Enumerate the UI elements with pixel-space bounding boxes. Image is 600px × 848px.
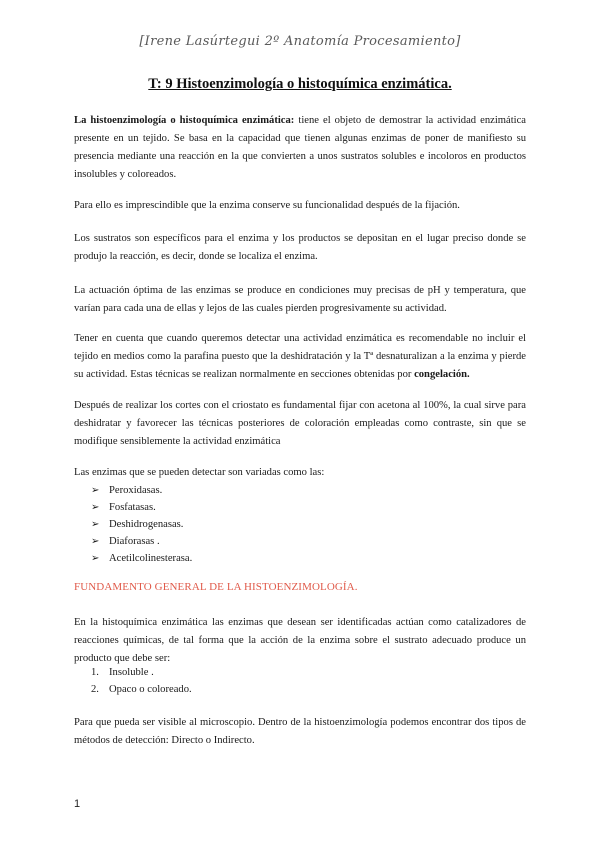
paragraph-definition [74,112,526,184]
section-heading: FUNDAMENTO GENERAL DE LA HISTOENZIMOLOGÍA. [74,581,358,593]
enzyme-list [91,482,192,567]
list-item-text: Insoluble . [109,667,154,678]
list-item-text: Acetilcolinesterasa. [109,553,193,564]
arrow-bullet-icon: ➢ [91,502,100,513]
list-item [91,550,192,567]
paragraph-conditions: La actuación óptima de las enzimas se produce en condiciones muy precisas de pH y temperatura, que varían para cada una de ellas y lejos de las cuales pierden progresivamente su actividad. [74,285,526,314]
list-item [91,664,192,681]
paragraph-detection-methods: Para que pueda ser visible al microscopio. Dentro de la histoenzimología podemos encontrar dos tipos de métodos de detección: Directo o Indirecto. [74,717,526,746]
list-item [91,516,192,533]
arrow-bullet-icon: ➢ [91,553,100,564]
paragraph-cryostat: Después de realizar los cortes con el criostato es fundamental fijar con acetona al 100%, la cual sirve para deshidratar y favorecer las técnicas posteriores de coloración empleadas como contraste, sin que se modifique sensiblemente la actividad enzimática [74,400,526,447]
list-item-text: Peroxidasas. [109,485,163,496]
definition-term: La histoenzimología o histoquímica enzimática: [74,115,295,126]
list-item [91,482,192,499]
list-item-text: Opaco o coloreado. [109,684,192,695]
list-item-text: Deshidrogenasas. [109,519,184,530]
list-number: 2. [91,684,99,695]
paragraph-substrates: Los sustratos son específicos para el enzima y los productos se depositan en el lugar preciso donde se produjo la reacción, es decir, donde se localiza el enzima. [74,233,526,262]
list-item [91,681,192,698]
list-number: 1. [91,667,99,678]
freezing-term: congelación. [414,369,470,380]
paragraph-principle: En la histoquímica enzimática las enzimas que desean ser identificadas actúan como catalizadores de reacciones químicas, de tal forma que la acción de la enzima sobre el sustrato adecuado produce un producto que debe ser: [74,617,526,664]
page-number: 1 [74,798,81,810]
paragraph-enzymes-intro: Las enzimas que se pueden detectar son variadas como las: [74,467,325,478]
arrow-bullet-icon: ➢ [91,519,100,530]
definition-text: tiene el objeto de demostrar la actividad enzimática presente en un tejido. Se basa en la capacidad que tienen algunas enzimas de poner de manifiesto su presencia mediante una reacción en la que convierten a unos sustratos solubles e incoloros en productos insolubles y coloreados. [74,115,527,180]
list-item-text: Fosfatasas. [109,502,156,513]
paraffin-text: Tener en cuenta que cuando queremos detectar una actividad enzimática es recomendable no incluir el tejido en medios como la parafina puesto que la deshidratación y la Tª desnaturalizan a la enzima y pierde su actividad. Estas técnicas se realizan normalmente en secciones obtenidas por [74,333,526,380]
arrow-bullet-icon: ➢ [91,485,100,496]
running-header: [Irene Lasúrtegui 2º Anatomía Procesamiento] [139,34,461,49]
list-item-text: Diaforasas . [109,536,160,547]
arrow-bullet-icon: ➢ [91,536,100,547]
document-title: T: 9 Histoenzimología o histoquímica enzimática. [148,76,452,92]
paragraph-fixation: Para ello es imprescindible que la enzima conserve su funcionalidad después de la fijación. [74,200,460,211]
list-item [91,533,192,550]
requirements-list [91,664,192,698]
paragraph-paraffin [74,330,526,384]
list-item [91,499,192,516]
